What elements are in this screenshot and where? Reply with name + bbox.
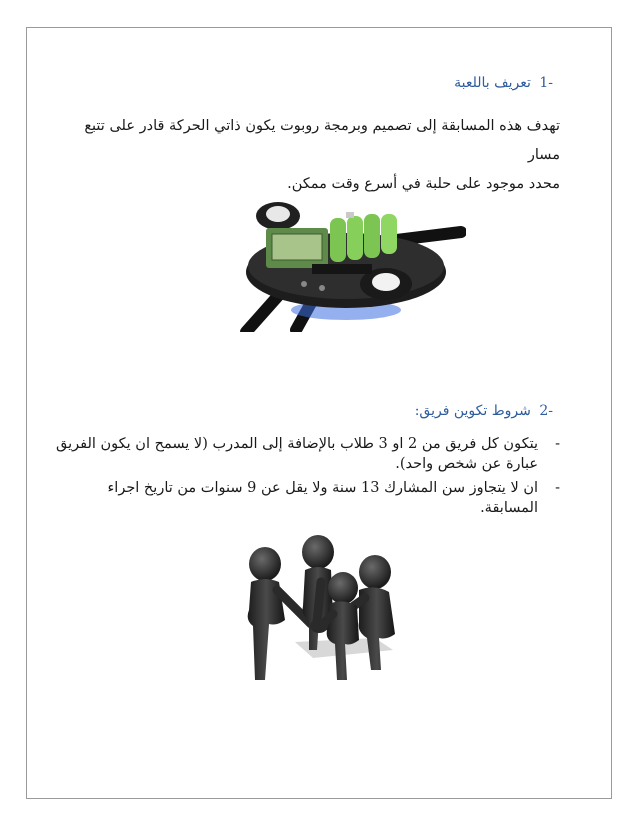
robot-photo [226,192,466,332]
list-item [50,478,560,518]
section-2-heading [415,403,553,419]
conditions-list [50,434,560,518]
section-1-paragraph [55,112,560,199]
section-1-number: -1 [539,75,553,91]
bullet-1-line-2: عبارة عن شخص واحد). [395,456,538,472]
section-1-heading [454,75,553,91]
section-1-title: تعريف باللعبة [454,75,531,91]
section-1-line-1: تهدف هذه المسابقة إلى تصميم وبرمجة روبوت يكون ذاتي الحركة قادر على تتبع مسار [84,118,560,163]
list-item [50,434,560,474]
section-1-line-2: محدد موجود على حلبة في أسرع وقت ممكن. [287,176,560,192]
bullet-2-line-1: ان لا يتجاوز سن المشارك 13 سنة ولا يقل عن 9 سنوات من تاريخ اجراء المسابقة. [107,480,538,516]
section-2-number: -2 [539,403,553,419]
section-2-title: شروط تكوين فريق: [414,403,531,419]
bullet-dash: - [555,480,560,496]
team-illustration [225,530,410,695]
bullet-dash: - [555,436,560,452]
bullet-1-line-1: يتكون كل فريق من 2 او 3 طلاب بالإضافة إلى المدرب (لا يسمح ان يكون الفريق [56,436,538,452]
